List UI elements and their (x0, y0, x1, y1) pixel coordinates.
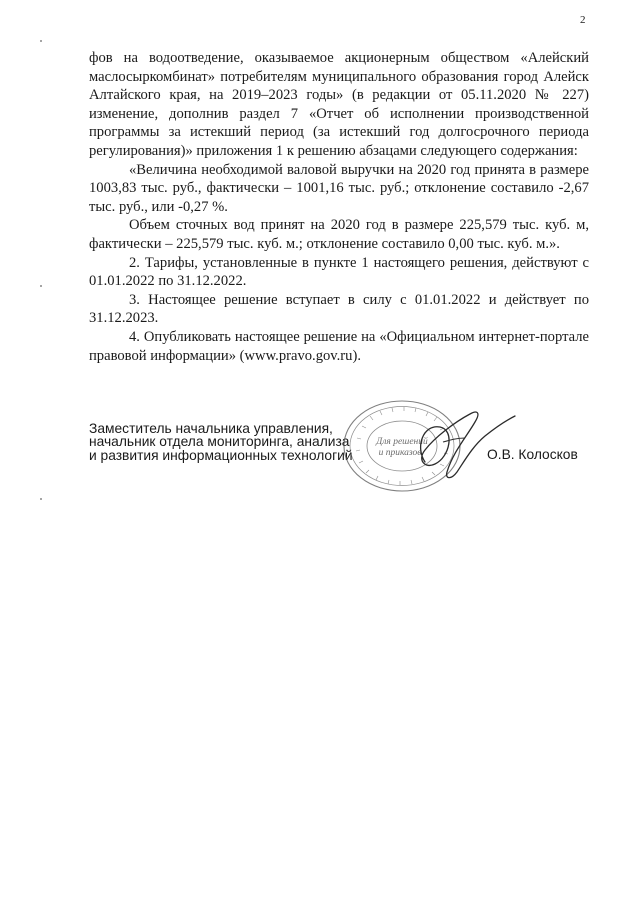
paragraph-continuation: фов на водоотведение, оказываемое акционерным обществом «Алейский маслосыркомбинат» потребителям муниципального образования город Алейск Алтайского края, на 2019–2023 годы» (в редакции от 05.11.2020 № 227) изменение, дополнив раздел 7 «Отчет об исполнении производственной программы за истекший период (за истекший год долгосрочного периода регулирования)» приложения 1 к решению абзацами следующего содержания: (89, 50, 589, 159)
document-body (89, 49, 589, 365)
stamp-inner-line: и приказов (378, 448, 422, 458)
position-line: начальник отдела мониторинга, анализа (89, 434, 350, 450)
paragraph-revenue: «Величина необходимой валовой выручки на 2020 год принята в размере 1003,83 тыс. руб., фактически – 1001,16 тыс. руб.; отклонение составило -2,67 тыс. руб., или -0,27 %. (89, 161, 589, 215)
paragraph-item-3: 3. Настоящее решение вступает в силу с 01.01.2022 и действует по 31.12.2023. (89, 291, 589, 327)
paragraph-wastewater-volume: Объем сточных вод принят на 2020 год в размере 225,579 тыс. куб. м, фактически – 225,579 тыс. куб. м.; отклонение составило 0,00 тыс. куб. м.». (89, 217, 589, 252)
scan-speck (40, 498, 42, 500)
scan-speck (40, 40, 42, 42)
paragraph-item-2: 2. Тарифы, установленные в пункте 1 настоящего решения, действуют с 01.01.2022 по 31.12.2022. (89, 254, 589, 290)
signer-name: О.В. Колосков (487, 447, 578, 462)
stamp-inner-line: Для решений (376, 437, 428, 447)
scan-speck (40, 285, 42, 287)
position-line: и развития информационных технологий (89, 447, 353, 463)
page-number: 2 (580, 14, 586, 26)
paragraph-item-4: 4. Опубликовать настоящее решение на «Официальном интернет-портале правовой информации» (www.pravo.gov.ru). (89, 328, 589, 364)
position-line: Заместитель начальника управления, (89, 421, 333, 436)
